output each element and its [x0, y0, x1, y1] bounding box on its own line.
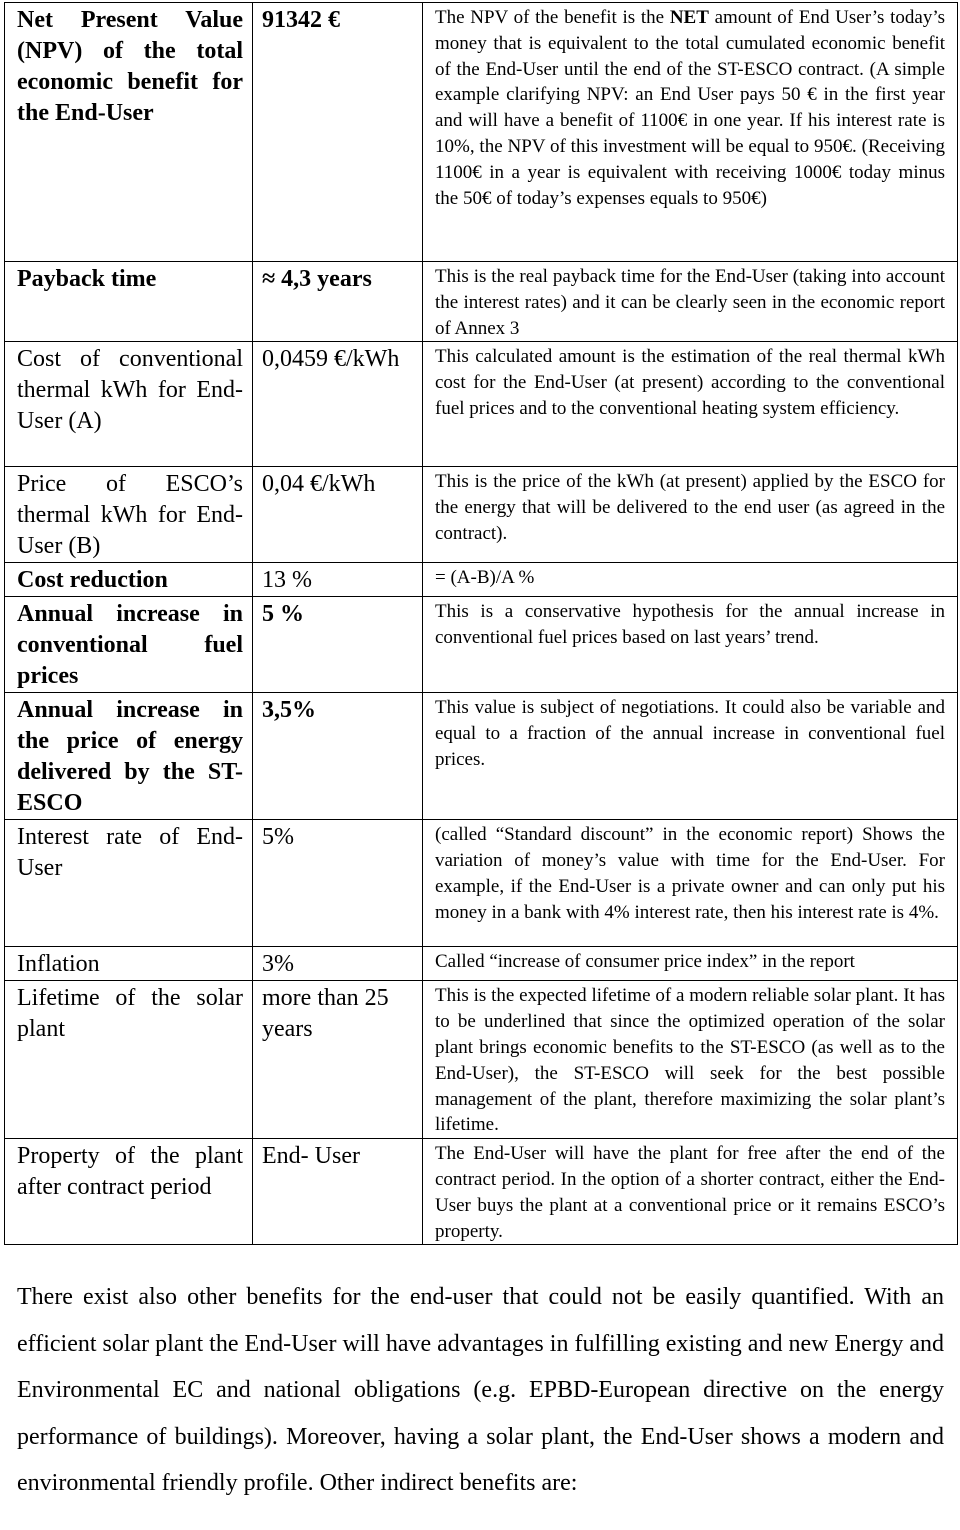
row-description: (called “Standard discount” in the economic report) Shows the variation of money’s value with time for the End-User. For example, if the End-User is a private owner and can only put his money in a bank with 4% interest rate, then his interest rate is 4%.: [423, 820, 958, 947]
row-label: Payback time: [5, 262, 253, 342]
row-description: The End-User will have the plant for free after the end of the contract period. In the option of a shorter contract, either the End-User buys the plant at a conventional price or it remains ESCO’s property.: [423, 1139, 958, 1245]
row-description: This is the expected lifetime of a modern reliable solar plant. It has to be underlined that since the optimized operation of the solar plant brings economic benefits to the ST-ESCO (as well as to the End-User), the ST-ESCO will seek for the best possible management of the plant, therefore maximizing the solar plant’s lifetime.: [423, 981, 958, 1139]
table-row: [5, 563, 958, 597]
table-row: [5, 981, 958, 1139]
row-label: Property of the plant after contract period: [5, 1139, 253, 1245]
table-row: [5, 467, 958, 563]
table-row: [5, 1139, 958, 1245]
row-value: 91342 €: [253, 3, 423, 262]
table-row: [5, 947, 958, 981]
row-label: Price of ESCO’s thermal kWh for End-User (B): [5, 467, 253, 563]
row-value: 0,04 €/kWh: [253, 467, 423, 563]
table-row: [5, 820, 958, 947]
row-description: This is the real payback time for the End-User (taking into account the interest rates) and it can be clearly seen in the economic report of Annex 3: [423, 262, 958, 342]
row-label: Cost reduction: [5, 563, 253, 597]
row-value: 5%: [253, 820, 423, 947]
row-description: The NPV of the benefit is the NET amount of End User’s today’s money that is equivalent to the total cumulated economic benefit of the End-User until the end of the ST-ESCO contract. (A simple example clarifying NPV: an End User pays 50 € in the first year and will have a benefit of 1100€ in one year. If his interest rate is 10%, the NPV of this investment will be equal to 950€. (Receiving 1100€ in a year is equivalent with receiving 1000€ today minus the 50€ of today’s expenses equals to 950€): [423, 3, 958, 262]
row-description: This is the price of the kWh (at present) applied by the ESCO for the energy that will be delivered to the end user (as agreed in the contract).: [423, 467, 958, 563]
row-value: 3,5%: [253, 693, 423, 820]
table-row: [5, 597, 958, 693]
table-row: [5, 262, 958, 342]
table-row: [5, 693, 958, 820]
row-description: = (A-B)/A %: [423, 563, 958, 597]
row-description: This calculated amount is the estimation of the real thermal kWh cost for the End-User (at present) according to the conventional fuel prices and to the conventional heating system efficiency.: [423, 342, 958, 467]
row-value: 5 %: [253, 597, 423, 693]
row-label: Cost of conventional thermal kWh for End-User (A): [5, 342, 253, 467]
table-row: [5, 3, 958, 262]
net-emphasis: NET: [669, 7, 709, 28]
row-description: This value is subject of negotiations. It could also be variable and equal to a fraction of the annual increase in conventional fuel prices.: [423, 693, 958, 820]
row-description: Called “increase of consumer price index” in the report: [423, 947, 958, 981]
row-label: Annual increase in the price of energy delivered by the ST-ESCO: [5, 693, 253, 820]
row-label: Lifetime of the solar plant: [5, 981, 253, 1139]
body-paragraph: There exist also other benefits for the end-user that could not be easily quantified. With an efficient solar plant the End-User will have advantages in fulfilling existing and new Energy and Environmental EC and national obligations (e.g. EPBD-European directive on the energy performance of buildings). Moreover, having a solar plant, the End-User shows a modern and environmental friendly profile. Other indirect benefits are:: [17, 1284, 944, 1496]
parameters-table: [4, 2, 958, 1245]
row-value: 3%: [253, 947, 423, 981]
row-value: 13 %: [253, 563, 423, 597]
table-row: [5, 342, 958, 467]
row-value: more than 25 years: [253, 981, 423, 1139]
row-label: Interest rate of End-User: [5, 820, 253, 947]
row-label: Net Present Value (NPV) of the total economic benefit for the End-User: [5, 3, 253, 262]
approx-symbol: ≈: [262, 266, 276, 292]
row-value: End- User: [253, 1139, 423, 1245]
row-label: Annual increase in conventional fuel prices: [5, 597, 253, 693]
row-label: Inflation: [5, 947, 253, 981]
row-value: ≈ 4,3 years: [253, 262, 423, 342]
row-description: This is a conservative hypothesis for the annual increase in conventional fuel prices based on last years’ trend.: [423, 597, 958, 693]
row-value: 0,0459 €/kWh: [253, 342, 423, 467]
